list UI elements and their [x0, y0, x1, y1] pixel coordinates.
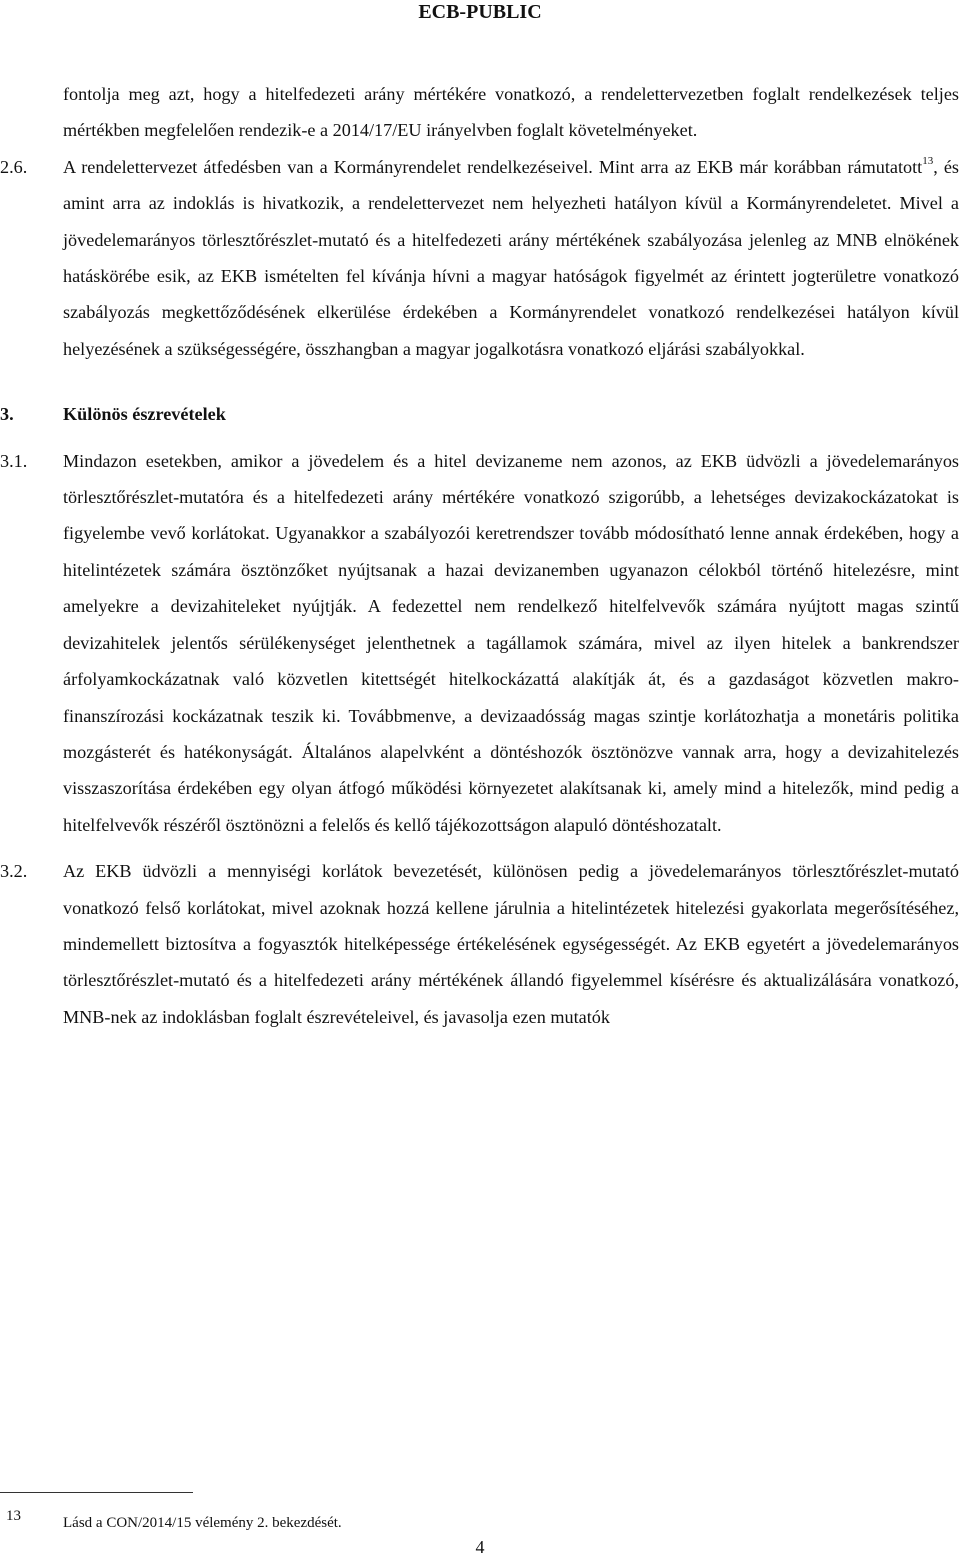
item-3-2-text: Az EKB üdvözli a mennyiségi korlátok bevezetését, különösen pedig a jövedelemarányos törlesztőrészlet-mutató vonatkozó felső korlátokat, mivel azoknak hozzá kellene járulnia a hitelintézetek hitelezési gyakorlata megerősítéséhez, mindemellett biztosítva a fogyasztók hitelképessége értékelésének egységességét. Az EKB egyetért a jövedelemarányos törlesztőrészlet-mutató és a hitelfedezeti arány mértékének állandó figyelemmel kísérésre és aktualizálására vonatkozó, MNB-nek az indoklásban foglalt észrevételeivel, és javasolja ezen mutatók: [63, 861, 959, 1027]
footnote-separator: [0, 1492, 193, 1493]
footnote-text: Lásd a CON/2014/15 vélemény 2. bekezdését.: [63, 1515, 342, 1531]
item-2-6: [0, 149, 959, 367]
item-3-2: [0, 853, 959, 1035]
item-number: 3.2.: [0, 861, 28, 882]
intro-paragraph: fontolja meg azt, hogy a hitelfedezeti arány mértékére vonatkozó, a rendelettervezetben foglalt rendelkezések teljes mértékben megfelelően rendezik-e a 2014/17/EU irányelvben foglalt követelményeket.: [63, 84, 959, 141]
item-2-6-text-start: A rendelettervezet átfedésben van a Kormányrendelet rendelkezéseivel. Mint arra az EKB már korábban rámutatott: [63, 156, 923, 177]
item-2-6-text-end: , és amint arra az indoklás is hivatkozik, a rendelettervezet nem helyezheti hatályon kívül a Kormányrendeletet. Mivel a jövedelemarányos törlesztőrészlet-mutató és a hitelfedezeti arány mértékének szabályozása jelenleg az MNB elnökének hatáskörébe esik, az EKB ismételten fel kívánja hívni a magyar hatóságok figyelmét az érintett jogterületre vonatkozó szabályozás megkettőződésének elkerülése érdekében a Kormányrendelet vonatkozó rendelkezései hatályon kívül helyezésének a szükségességére, összhangban a magyar jogalkotásra vonatkozó eljárási szabályokkal.: [63, 156, 959, 359]
item-3-1-text: Mindazon esetekben, amikor a jövedelem és a hitel devizaneme nem azonos, az EKB üdvözli a jövedelemarányos törlesztőrészlet-mutatóra és a hitelfedezeti arány mértékére vonatkozó szigorúbb, a lehetséges devizakockázatokat is figyelembe vevő korlátokat. Ugyanakkor a szabályozói keretrendszer tovább módosítható lenne annak érdekében, hogy a hitelintézetek számára ösztönzőket nyújtsanak a hazai devizanemben ugyanazon célokból történő hitelezésre, mint amelyekre a devizahiteleket nyújtják. A fedezettel nem rendelkező hitelfelvevők számára nyújtott magas szintű devizahitelek jelentős sérülékenységet jelenthetnek a tagállamok számára, mivel az ilyen hitelek a bankrendszer árfolyamkockázatnak való közvetlen kitettségét hitelkockázattá alakítják át, és a gazdaságot közvetlen makro-finanszírozási kockázatnak teszik ki. Továbbmenve, a devizaadósság magas szintje korlátozhatja a monetáris politika mozgásterét és hatékonyságát. Általános alapelvként a döntéshozók ösztönözve vannak arra, hogy a devizahitelezés visszaszorítása érdekében egy olyan átfogó működési környezetet alakítsanak ki, amely mind a hitelezők, mind pedig a hitelfelvevők részéről ösztönözni a felelős és kellő tájékozottságon alapuló döntéshozatalt.: [63, 450, 959, 835]
section-3-heading: [0, 396, 959, 432]
page-number: 4: [475, 1537, 485, 1557]
section-title: Különös észrevételek: [63, 404, 226, 425]
item-2-6-text: [63, 149, 959, 367]
item-number: 2.6.: [0, 156, 28, 177]
footnote-reference: 13: [922, 154, 934, 167]
footnote-number: 13: [6, 1508, 21, 1524]
document-body: [0, 76, 959, 1035]
classification-header: ECB-PUBLIC: [418, 1, 542, 23]
item-3-1: [0, 443, 959, 843]
section-number: 3.: [0, 404, 14, 425]
item-number: 3.1.: [0, 450, 28, 471]
